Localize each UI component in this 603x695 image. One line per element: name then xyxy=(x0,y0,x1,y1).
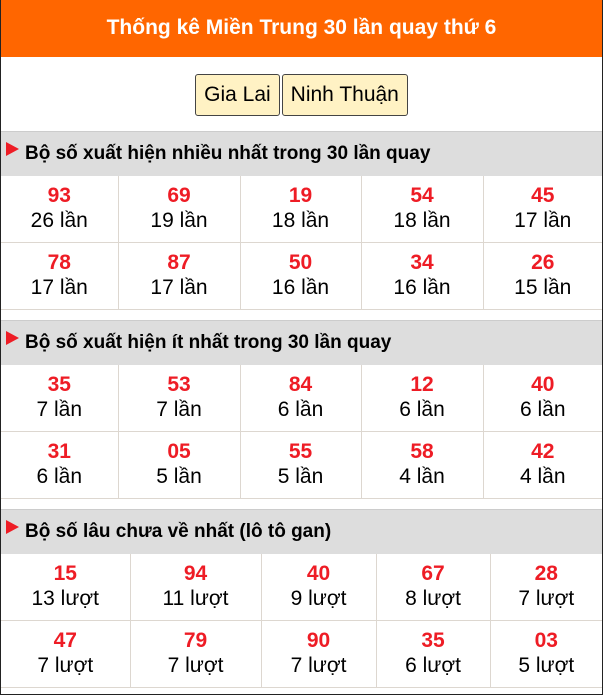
triangle-bullet-icon xyxy=(6,331,19,345)
title-text: Bộ số lâu chưa về nhất ( xyxy=(25,521,246,542)
lottery-number: 05 xyxy=(167,440,191,463)
occurrence-count: 7 lượt xyxy=(167,654,224,677)
occurrence-count: 18 lần xyxy=(271,209,330,232)
lottery-number: 03 xyxy=(534,629,558,652)
lottery-number: 78 xyxy=(47,251,71,274)
page-title: Thống kê Miền Trung 30 lần quay thứ 6 xyxy=(1,0,602,57)
occurrence-count: 15 lần xyxy=(514,276,572,299)
lottery-number: 34 xyxy=(410,251,434,274)
occurrence-count: 7 lượt xyxy=(37,654,94,677)
number-cell xyxy=(490,621,602,688)
table-row xyxy=(1,243,602,310)
number-cell xyxy=(483,176,602,243)
number-cell xyxy=(376,554,490,621)
occurrence-count: 5 lần xyxy=(156,465,202,488)
title-emphasis: nhiều xyxy=(171,143,223,164)
lottery-number: 42 xyxy=(531,440,555,463)
number-cell xyxy=(361,365,483,432)
number-cell xyxy=(130,621,261,688)
number-cell xyxy=(483,243,602,310)
occurrence-count: 16 lần xyxy=(393,276,451,299)
occurrence-count: 9 lượt xyxy=(290,587,347,610)
lottery-number: 19 xyxy=(288,184,313,207)
number-cell xyxy=(118,176,240,243)
occurrence-count: 6 lần xyxy=(36,465,83,488)
lottery-number: 35 xyxy=(47,373,71,396)
number-cell xyxy=(1,432,118,499)
lottery-number: 47 xyxy=(53,629,77,652)
number-cell xyxy=(1,176,118,243)
lottery-number: 93 xyxy=(47,184,71,207)
occurrence-count: 17 lần xyxy=(30,276,88,299)
occurrence-count: 26 lần xyxy=(30,209,88,232)
number-cell xyxy=(483,365,602,432)
occurrence-count: 4 lần xyxy=(519,465,566,488)
title-text: nhất trong 30 lần quay xyxy=(222,143,431,164)
number-cell xyxy=(118,365,240,432)
lottery-number: 45 xyxy=(531,184,555,207)
stats-table-most-frequent xyxy=(1,176,602,310)
lottery-number: 31 xyxy=(47,440,71,463)
title-text: Bộ số xuất hiện xyxy=(25,332,172,353)
table-row xyxy=(1,621,602,688)
lottery-number: 87 xyxy=(167,251,191,274)
province-button-gia-lai[interactable]: Gia Lai xyxy=(195,74,280,116)
number-cell xyxy=(130,554,261,621)
occurrence-count: 11 lượt xyxy=(162,587,229,610)
lottery-number: 69 xyxy=(167,184,191,207)
table-row xyxy=(1,176,602,243)
section-title-most-frequent xyxy=(1,131,602,176)
number-cell xyxy=(1,621,130,688)
lottery-number: 40 xyxy=(306,562,331,585)
lottery-number: 35 xyxy=(421,629,445,652)
number-cell xyxy=(240,243,361,310)
province-button-ninh-thuan[interactable]: Ninh Thuận xyxy=(282,74,408,116)
occurrence-count: 19 lần xyxy=(150,209,208,232)
lottery-number: 54 xyxy=(410,184,434,207)
occurrence-count: 16 lần xyxy=(271,276,330,299)
title-text: Bộ số xuất hiện xyxy=(25,143,172,164)
number-cell xyxy=(1,243,118,310)
lottery-number: 53 xyxy=(167,373,191,396)
title-emphasis: lô tô gan xyxy=(245,521,325,542)
stats-table-least-frequent xyxy=(1,365,602,499)
section-title-least-frequent xyxy=(1,320,602,365)
occurrence-count: 17 lần xyxy=(514,209,572,232)
number-cell xyxy=(490,554,602,621)
number-cell xyxy=(261,621,376,688)
table-row xyxy=(1,554,602,621)
number-cell xyxy=(1,365,118,432)
number-cell xyxy=(361,243,483,310)
number-cell xyxy=(240,432,361,499)
stats-table-lo-to-gan xyxy=(1,554,602,688)
occurrence-count: 8 lượt xyxy=(405,587,461,610)
occurrence-count: 7 lượt xyxy=(518,587,575,610)
number-cell xyxy=(361,432,483,499)
province-selector xyxy=(1,57,602,131)
section-spacer xyxy=(1,499,602,509)
table-row xyxy=(1,365,602,432)
occurrence-count: 13 lượt xyxy=(31,587,100,610)
lottery-number: 26 xyxy=(531,251,555,274)
number-cell xyxy=(118,432,240,499)
occurrence-count: 7 lượt xyxy=(290,654,347,677)
lottery-number: 90 xyxy=(306,629,331,652)
lottery-number: 58 xyxy=(410,440,434,463)
lottery-number: 55 xyxy=(288,440,313,463)
title-text: nhất trong 30 lần quay xyxy=(183,332,392,353)
occurrence-count: 4 lần xyxy=(399,465,445,488)
number-cell xyxy=(118,243,240,310)
triangle-bullet-icon xyxy=(6,142,19,156)
occurrence-count: 5 lần xyxy=(277,465,324,488)
number-cell xyxy=(376,621,490,688)
lottery-number: 67 xyxy=(421,562,445,585)
lottery-number: 84 xyxy=(288,373,313,396)
title-emphasis: ít xyxy=(171,332,184,353)
occurrence-count: 6 lượt xyxy=(405,654,461,677)
section-title-lo-to-gan xyxy=(1,509,602,554)
lottery-number: 15 xyxy=(53,562,77,585)
occurrence-count: 6 lần xyxy=(399,398,445,421)
triangle-bullet-icon xyxy=(6,520,19,534)
number-cell xyxy=(240,365,361,432)
lottery-number: 94 xyxy=(183,562,208,585)
occurrence-count: 17 lần xyxy=(150,276,208,299)
number-cell xyxy=(240,176,361,243)
occurrence-count: 6 lần xyxy=(277,398,324,421)
occurrence-count: 6 lần xyxy=(519,398,566,421)
lottery-number: 79 xyxy=(183,629,208,652)
occurrence-count: 18 lần xyxy=(393,209,451,232)
number-cell xyxy=(1,554,130,621)
lottery-number: 50 xyxy=(288,251,313,274)
section-spacer xyxy=(1,310,602,320)
occurrence-count: 5 lượt xyxy=(518,654,575,677)
table-row xyxy=(1,432,602,499)
lottery-number: 28 xyxy=(534,562,558,585)
number-cell xyxy=(483,432,602,499)
occurrence-count: 7 lần xyxy=(36,398,83,421)
title-text: ) xyxy=(324,521,332,542)
lottery-number: 12 xyxy=(410,373,434,396)
number-cell xyxy=(261,554,376,621)
occurrence-count: 7 lần xyxy=(156,398,202,421)
lottery-number: 40 xyxy=(531,373,555,396)
number-cell xyxy=(361,176,483,243)
